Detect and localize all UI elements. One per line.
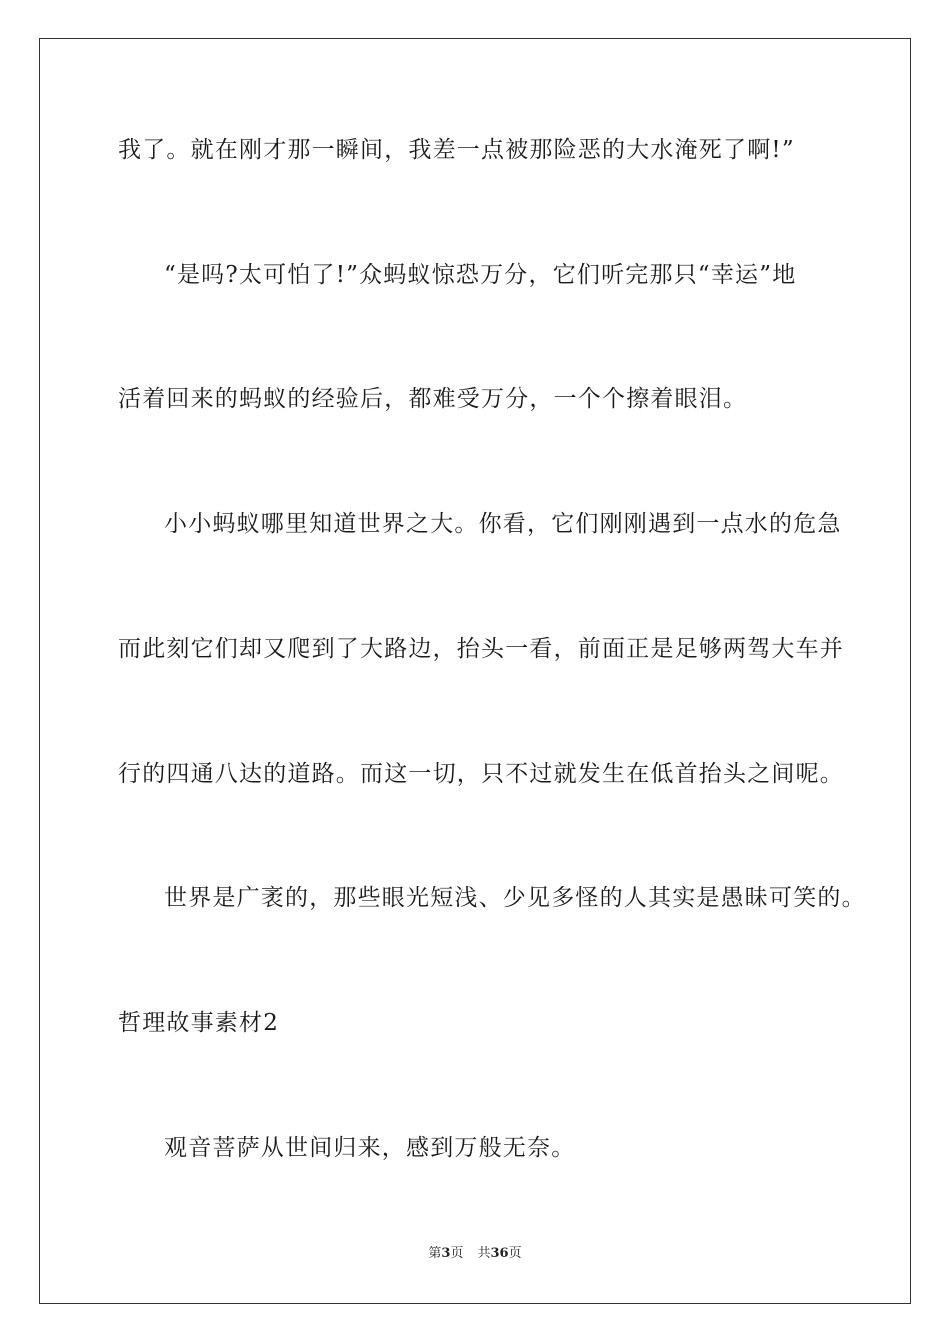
footer-page-prefix: 第 [428,1246,442,1261]
page-footer [0,1245,950,1263]
footer-total-prefix: 共 [477,1246,491,1261]
text-line-6: 行的四通八达的道路。而这一切，只不过就发生在低首抬头之间呢。 [118,761,844,787]
footer-page-suffix: 页 [450,1246,464,1261]
footer-total-suffix: 页 [508,1246,522,1261]
footer-total-pages: 36 [490,1246,509,1261]
text-line-9: 观音菩萨从世间归来，感到万般无奈。 [164,1135,576,1161]
text-line-2: “是吗?太可怕了!”众蚂蚁惊恐万分，它们听完那只“幸运”地 [164,262,797,288]
footer-page-number: 3 [441,1246,451,1261]
text-line-5: 而此刻它们却又爬到了大路边，抬头一看，前面正是足够两驾大车并 [118,636,844,662]
text-line-7: 世界是广袤的，那些眼光短浅、少见多怪的人其实是愚昧可笑的。 [164,885,866,911]
page-border [39,38,911,1304]
text-line-3: 活着回来的蚂蚁的经验后，都难受万分，一个个擦着眼泪。 [118,386,748,412]
text-line-1: 我了。就在刚才那一瞬间，我差一点被那险恶的大水淹死了啊!” [118,137,795,163]
section-heading: 哲理故事素材2 [118,1010,280,1036]
text-line-4: 小小蚂蚁哪里知道世界之大。你看，它们刚刚遇到一点水的危急 [164,511,842,537]
